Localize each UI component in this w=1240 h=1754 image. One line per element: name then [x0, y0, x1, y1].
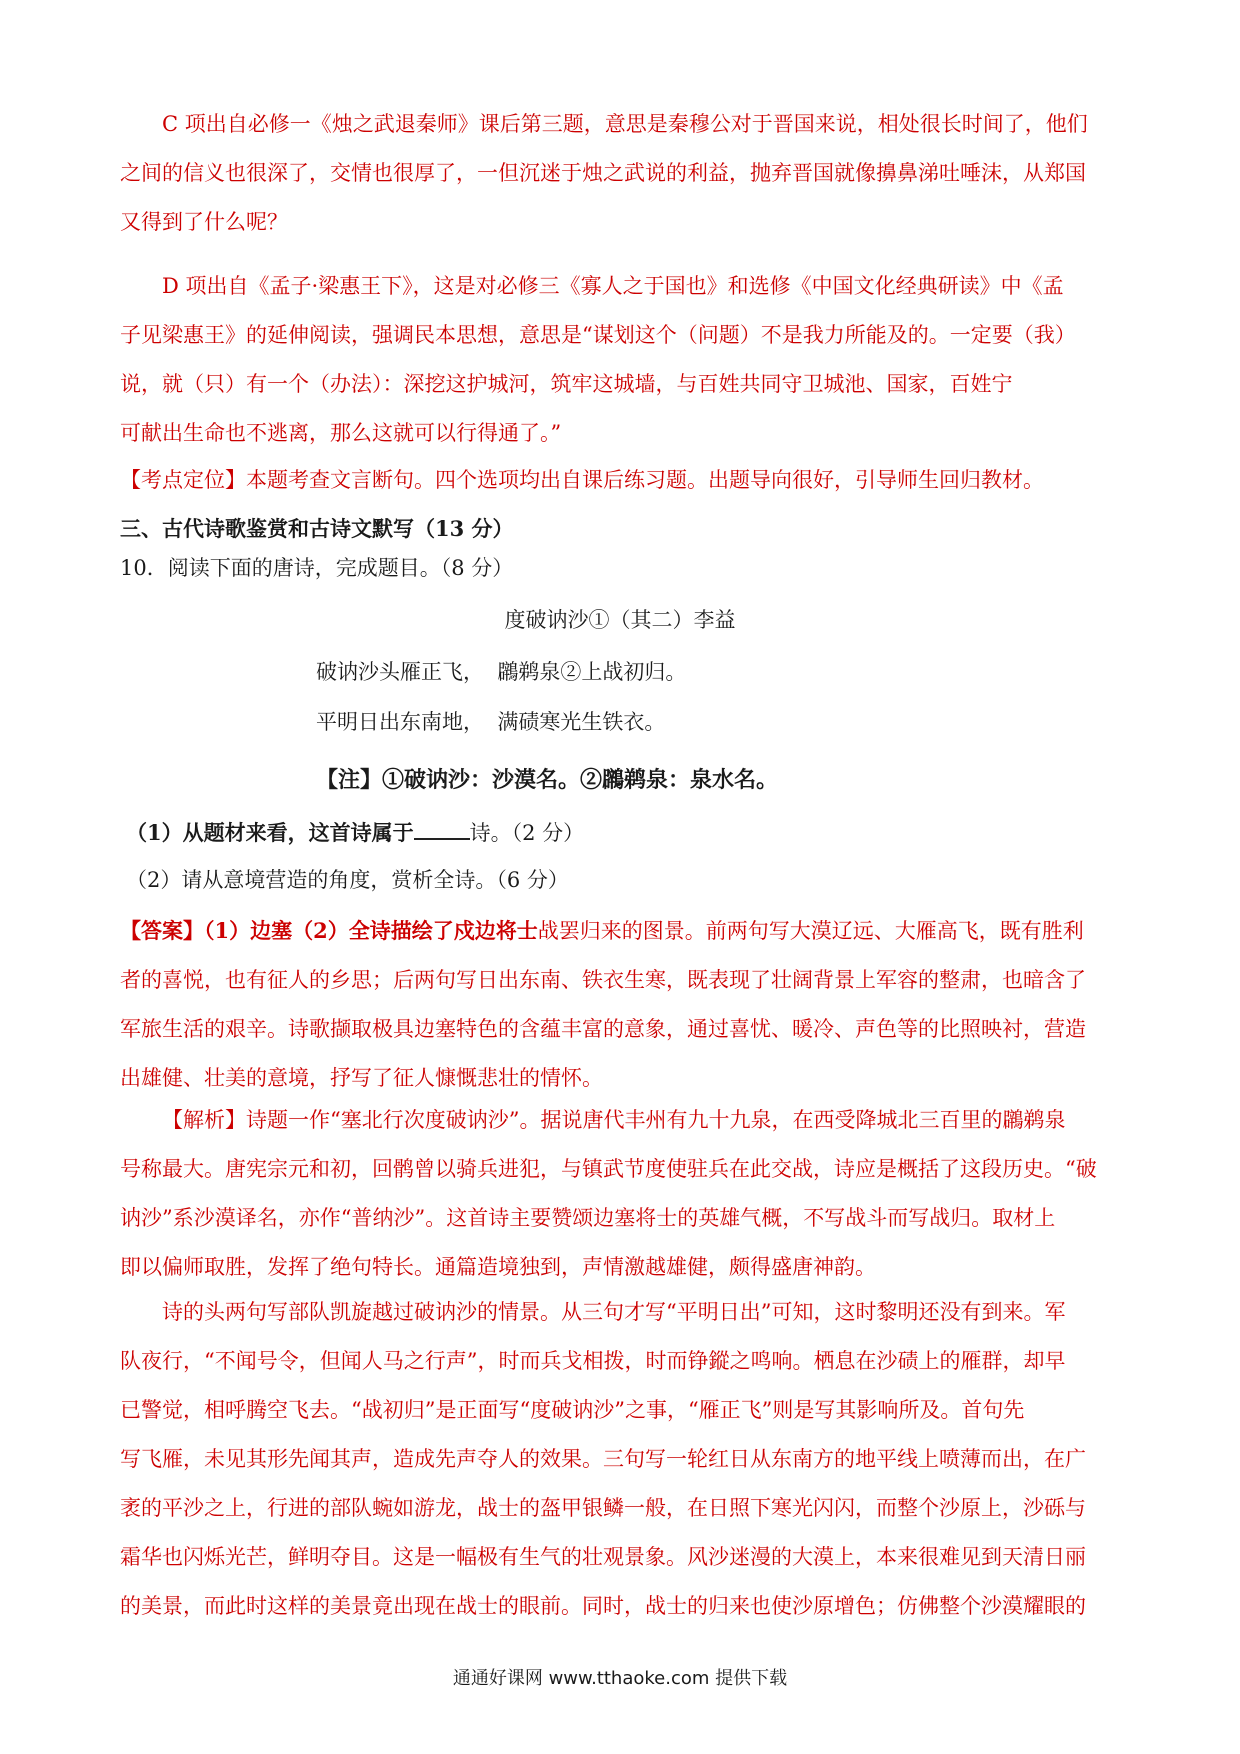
option-c-paragraph	[120, 100, 1130, 247]
answer-head: 【答案】（1）边塞（2）全诗描绘了戍边将士	[120, 918, 538, 943]
sub-question-1-text: （1）从题材来看，这首诗属于	[126, 820, 414, 845]
option-d-line-1: D 项出自《孟子·梁惠王下》，这是对必修三《寡人之于国也》和选修《中国文化经典研读》中《孟	[162, 274, 1064, 298]
answer-line-2: 者的喜悦，也有征人的乡思；后两句写日出东南、铁衣生寒，既表现了壮阔背景上军容的整肃，也暗含了	[120, 968, 1086, 992]
analysis-1-line-2: 号称最大。唐宪宗元和初，回鹘曾以骑兵进犯，与镇武节度使驻兵在此交战，诗应是概括了这段历史。“破	[120, 1157, 1097, 1181]
analysis-paragraph-1	[120, 1096, 1130, 1292]
analysis-2-line-4: 写飞雁，未见其形先闻其声，造成先声夺人的效果。三句写一轮红日从东南方的地平线上喷薄而出，在广	[120, 1447, 1086, 1471]
option-d-line-4: 可献出生命也不逃离，那么这就可以行得通了。”	[120, 421, 562, 445]
page-footer: 通通好课网 www.tthaoke.com 提供下载	[452, 1668, 788, 1689]
option-c-line-2: 之间的信义也很深了，交情也很厚了，一但沉迷于烛之武说的利益，抛弃晋国就像擤鼻涕吐唾沫，从郑国	[120, 161, 1086, 185]
kaodian-line: 【考点定位】本题考查文言断句。四个选项均出自课后练习题。出题导向很好，引导师生回归教材。	[120, 468, 1044, 492]
analysis-2-line-5: 袤的平沙之上，行进的部队蜿如游龙，战士的盔甲银鳞一般，在日照下寒光闪闪，而整个沙原上，沙砾与	[120, 1496, 1086, 1520]
analysis-2-line-2: 队夜行，“不闻号令，但闻人马之行声”，时而兵戈相拨，时而铮鏦之鸣响。栖息在沙碛上的雁群，却早	[120, 1349, 1066, 1373]
question-10: 10．阅读下面的唐诗，完成题目。（8 分）	[120, 556, 514, 580]
analysis-paragraph-2	[120, 1288, 1130, 1631]
analysis-1-line-4: 即以偏师取胜，发挥了绝句特长。通篇造境独到，声情激越雄健，颇得盛唐神韵。	[120, 1255, 876, 1279]
poem-line-1: 破讷沙头雁正飞， 鸊鹈泉②上战初归。	[316, 660, 687, 684]
answer-line-1: 战罢归来的图景。前两句写大漠辽远、大雁高飞，既有胜利	[537, 919, 1084, 943]
answer-line-3: 军旅生活的艰辛。诗歌撷取极具边塞特色的含蕴丰富的意象，通过喜忧、暖冷、声色等的比照映衬，营造	[120, 1017, 1086, 1041]
analysis-1-line-3: 讷沙”系沙漠译名，亦作“普纳沙”。这首诗主要赞颂边塞将士的英雄气概，不写战斗而写战归。取材上	[120, 1206, 1056, 1230]
answer-paragraph	[120, 906, 1130, 1103]
analysis-2-line-3: 已警觉，相呼腾空飞去。“战初归”是正面写“度破讷沙”之事，“雁正飞”则是写其影响所及。首句先	[120, 1398, 1025, 1422]
option-c-line-1: C 项出自必修一《烛之武退秦师》课后第三题，意思是秦穆公对于晋国来说，相处很长时间了，他们	[162, 112, 1088, 136]
answer-line-4: 出雄健、壮美的意境，抒写了征人慷慨悲壮的情怀。	[120, 1066, 603, 1090]
sub-question-1-score: 诗。（2 分）	[469, 821, 585, 845]
analysis-2-line-6: 霜华也闪烁光芒，鲜明夺目。这是一幅极有生气的壮观景象。风沙迷漫的大漠上，本来很难见到天清日丽	[120, 1545, 1086, 1569]
option-d-paragraph	[120, 262, 1130, 458]
answer-blank	[414, 818, 470, 840]
section-title: 三、古代诗歌鉴赏和古诗文默写（13 分）	[120, 516, 514, 541]
sub-question-2: （2）请从意境营造的角度，赏析全诗。（6 分）	[126, 868, 569, 892]
analysis-2-line-7: 的美景，而此时这样的美景竟出现在战士的眼前。同时，战士的归来也使沙原增色；仿佛整个沙漠耀眼的	[120, 1594, 1086, 1618]
analysis-2-line-1: 诗的头两句写部队凯旋越过破讷沙的情景。从三句才写“平明日出”可知，这时黎明还没有到来。军	[162, 1300, 1066, 1324]
sub-question-1	[126, 808, 584, 858]
poem-line-2: 平明日出东南地， 满碛寒光生铁衣。	[316, 710, 666, 734]
option-d-line-3: 说，就（只）有一个（办法）：深挖这护城河，筑牢这城墙，与百姓共同守卫城池、国家，百姓宁	[120, 372, 1013, 396]
poem-note: 【注】①破讷沙：沙漠名。②鸊鹈泉：泉水名。	[316, 767, 779, 793]
option-c-line-3: 又得到了什么呢？	[120, 210, 288, 234]
poem-title: 度破讷沙①（其二）李益	[504, 608, 736, 632]
option-d-line-2: 子见梁惠王》的延伸阅读，强调民本思想，意思是“谋划这个（问题）不是我力所能及的。一定要（我）	[120, 323, 1076, 347]
analysis-1-line-1: 【解析】诗题一作“塞北行次度破讷沙”。据说唐代丰州有九十九泉，在西受降城北三百里的鸊鹈泉	[162, 1108, 1066, 1132]
